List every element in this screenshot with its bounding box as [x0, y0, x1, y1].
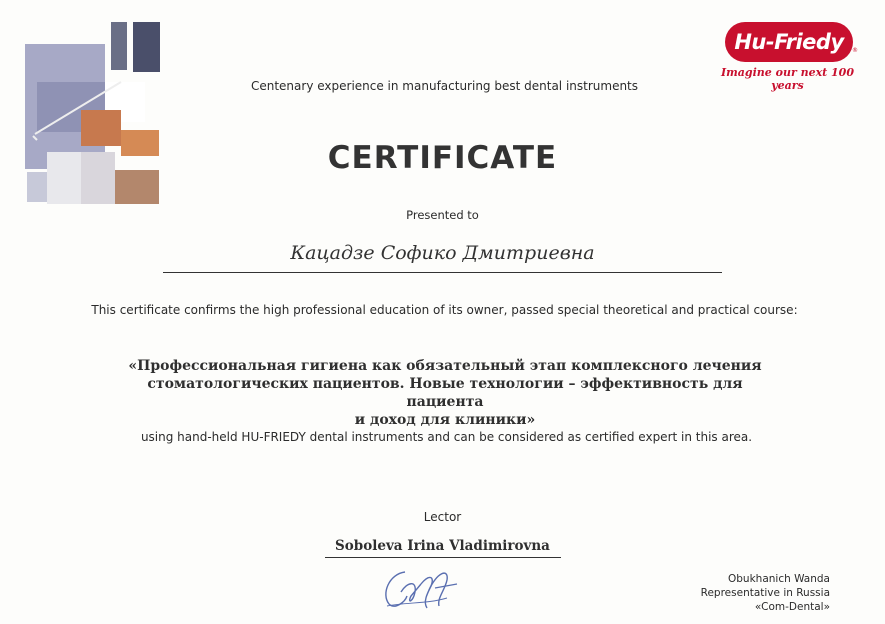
course-title-line: «Профессиональная гигиена как обязательный этап комплексного лечения	[128, 358, 762, 374]
usage-statement: using hand-held HU-FRIEDY dental instruments and can be considered as certified expert in this area.	[140, 430, 753, 444]
recipient-name: Кацадзе Софико Дмитриевна	[290, 242, 595, 264]
representative-block	[690, 572, 830, 614]
hu-friedy-logo	[725, 22, 853, 62]
presented-to-label: Presented to	[406, 208, 479, 222]
confirmation-text: This certificate confirms the high professional education of its owner, passed special theoretical and practical course:	[91, 303, 798, 317]
lector-label: Lector	[423, 510, 462, 524]
certificate-title: CERTIFICATE	[327, 140, 558, 176]
photo-collage	[25, 22, 160, 205]
representative-title: Representative in Russia	[700, 587, 830, 599]
lector-name: Soboleva Irina Vladimirovna	[335, 538, 550, 554]
registered-mark-icon: ®	[852, 47, 858, 54]
representative-company: «Com-Dental»	[754, 601, 830, 613]
dental-probe-icon	[25, 22, 160, 205]
recipient-underline	[163, 272, 722, 273]
course-title	[120, 357, 770, 429]
tagline: Centenary experience in manufacturing best dental instruments	[250, 79, 639, 93]
signature	[377, 562, 472, 617]
course-title-line: и доход для клиники»	[354, 412, 536, 428]
brand-slogan: Imagine our next 100 years	[721, 66, 854, 92]
representative-name: Obukhanich Wanda	[728, 573, 830, 585]
lector-underline	[325, 557, 561, 558]
logo-text: Hu-Friedy	[734, 30, 844, 54]
course-title-line: стоматологических пациентов. Новые технологии – эффективность для пациента	[147, 376, 743, 410]
